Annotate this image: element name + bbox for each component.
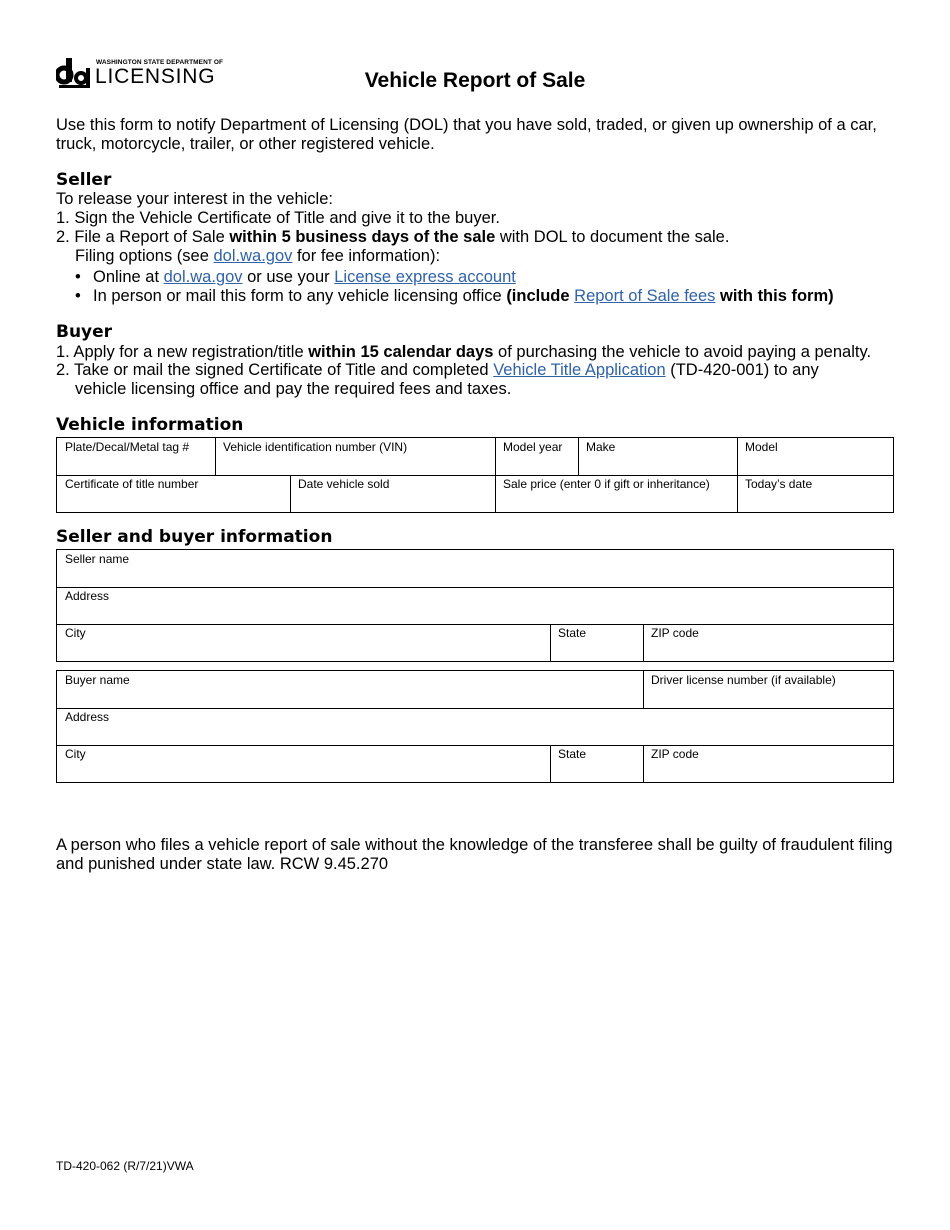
form-number: TD-420-062 (R/7/21)VWA (56, 1159, 194, 1173)
buyer-dl-field[interactable]: Driver license number (if available) (651, 673, 836, 687)
todays-date-field[interactable]: Today’s date (745, 477, 813, 491)
intro-text: Use this form to notify Department of Licensing (DOL) that you have sold, traded, or given up ownership of a car, truck, motorcycle, trailer, or other registered vehicle. (56, 116, 877, 153)
agency-name-small: WASHINGTON STATE DEPARTMENT OF (96, 59, 224, 66)
buyer-step-2: 2. Take or mail the signed Certificate of Title and completed Vehicle Title Application (TD-420-001) to any (56, 361, 819, 379)
buyer-address-field[interactable]: Address (65, 710, 110, 724)
filing-options: Filing options (see dol.wa.gov for fee information): (75, 247, 441, 265)
vin-field[interactable]: Vehicle identification number (VIN) (223, 440, 408, 454)
bullet-in-person: • In person or mail this form to any vehicle licensing office (include Report of Sale fees with this form) (75, 287, 834, 305)
agency-name-big: LICENSING (95, 65, 216, 88)
parties-heading: Seller and buyer information (56, 527, 333, 547)
sale-price-field[interactable]: Sale price (enter 0 if gift or inheritance) (503, 477, 710, 491)
license-express-link[interactable]: License express account (334, 268, 516, 286)
seller-heading: Seller (56, 170, 112, 190)
seller-step-1: 1. Sign the Vehicle Certificate of Title and give it to the buyer. (56, 209, 500, 227)
report-of-sale-fees-link[interactable]: Report of Sale fees (574, 287, 716, 305)
seller-info-table (56, 549, 894, 662)
buyer-step-1: 1. Apply for a new registration/title within 15 calendar days of purchasing the vehicle to avoid paying a penalty. (56, 343, 872, 361)
seller-address-field[interactable]: Address (65, 589, 110, 603)
buyer-state-field[interactable]: State (558, 747, 587, 761)
buyer-info-table (56, 670, 894, 783)
model-year-field[interactable]: Model year (503, 440, 563, 454)
vehicle-info-heading: Vehicle information (56, 415, 244, 435)
seller-name-field[interactable]: Seller name (65, 552, 130, 566)
dol-link[interactable]: dol.wa.gov (213, 247, 293, 265)
make-field[interactable]: Make (586, 440, 616, 454)
buyer-city-field[interactable]: City (65, 747, 86, 761)
bullet-online: • Online at dol.wa.gov or use your License express account (75, 268, 516, 286)
seller-city-field[interactable]: City (65, 626, 86, 640)
fraud-warning: A person who files a vehicle report of sale without the knowledge of the transferee shall be guilty of fraudulent filing and punished under state law. RCW 9.45.270 (56, 836, 893, 873)
seller-zip-field[interactable]: ZIP code (651, 626, 699, 640)
vehicle-title-application-link[interactable]: Vehicle Title Application (493, 361, 666, 379)
seller-state-field[interactable]: State (558, 626, 587, 640)
seller-step-2: 2. File a Report of Sale within 5 business days of the sale with DOL to document the sale. (56, 228, 730, 246)
vehicle-info-table (56, 437, 894, 513)
buyer-heading: Buyer (56, 322, 113, 342)
buyer-step-2-cont: vehicle licensing office and pay the required fees and taxes. (75, 380, 512, 398)
seller-lead: To release your interest in the vehicle: (56, 190, 333, 208)
buyer-name-field[interactable]: Buyer name (65, 673, 130, 687)
buyer-zip-field[interactable]: ZIP code (651, 747, 699, 761)
model-field[interactable]: Model (745, 440, 778, 454)
dol-link-online[interactable]: dol.wa.gov (163, 268, 243, 286)
date-sold-field[interactable]: Date vehicle sold (298, 477, 390, 491)
plate-field[interactable]: Plate/Decal/Metal tag # (65, 440, 190, 454)
title-number-field[interactable]: Certificate of title number (65, 477, 199, 491)
page-title: Vehicle Report of Sale (364, 69, 586, 92)
